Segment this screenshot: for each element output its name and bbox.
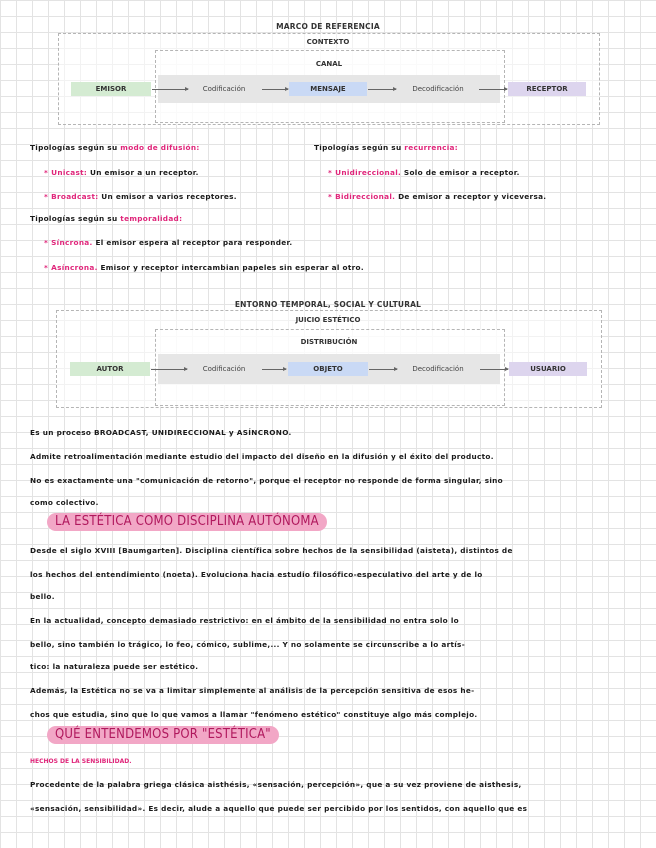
typology-title-text: Tipologías según su — [314, 143, 402, 152]
paragraph-line: chos que estudia, sino que lo que vamos a llamar "fenómeno estético" constituye algo más complejo. — [30, 710, 478, 719]
paragraph-line: bello. — [30, 592, 55, 601]
typology-text: De emisor a receptor y viceversa. — [398, 192, 547, 201]
typology-term: Unicast: — [51, 168, 88, 177]
typology-term: Síncrona. — [51, 238, 93, 247]
typology-text: Emisor y receptor intercambian papeles sin esperar al otro. — [100, 263, 364, 272]
node-mensaje: MENSAJE — [289, 82, 367, 96]
channel-label: DISTRIBUCIÓN — [300, 338, 358, 346]
context-label: CONTEXTO — [306, 38, 350, 46]
paragraph-line: Procedente de la palabra griega clásica aisthésis, «sensación, percepción», que a su vez proviene de aisthesis, — [30, 780, 522, 789]
typology-item: * Síncrona. El emisor espera al receptor para responder. — [44, 238, 293, 247]
node-objeto: OBJETO — [288, 362, 368, 376]
diagram1-title: MARCO DE REFERENCIA — [276, 22, 380, 31]
typology-text: Solo de emisor a receptor. — [403, 168, 520, 177]
arrow — [151, 369, 187, 370]
arrow — [369, 369, 397, 370]
node-receptor: RECEPTOR — [508, 82, 586, 96]
context-label: JUICIO ESTÉTICO — [295, 316, 361, 324]
arrow — [368, 89, 396, 90]
arrow — [479, 89, 507, 90]
typology-item: * Asíncrona. Emisor y receptor intercambian papeles sin esperar al otro. — [44, 263, 364, 272]
paragraph-line: bello, sino también lo trágico, lo feo, cómico, sublime,... Y no solamente se circunscribe a lo artís- — [30, 640, 466, 649]
paragraph-line: No es exactamente una "comunicación de retorno", porque el receptor no responde de forma singular, sino — [30, 476, 503, 485]
typology-recurrence-title — [314, 143, 458, 152]
arrow — [480, 369, 508, 370]
typology-item: * Unicast: Un emisor a un receptor. — [44, 168, 199, 177]
typology-temporality-title — [30, 214, 182, 223]
typology-term: Asíncrona. — [51, 263, 98, 272]
arrow — [262, 89, 288, 90]
typology-item: * Bidireccional. De emisor a receptor y viceversa. — [328, 192, 547, 201]
arrow — [262, 369, 286, 370]
typology-title-text: Tipologías según su — [30, 214, 118, 223]
typology-title-highlight: temporalidad: — [120, 214, 183, 223]
typology-title-highlight: modo de difusión: — [120, 143, 200, 152]
node-codificacion: Codificación — [202, 365, 246, 373]
typology-text: Un emisor a un receptor. — [90, 168, 199, 177]
paragraph-line: Es un proceso BROADCAST, UNIDIRECCIONAL y ASÍNCRONO. — [30, 428, 292, 437]
node-decodificacion: Decodificación — [412, 365, 464, 373]
paragraph-line: En la actualidad, concepto demasiado restrictivo: en el ámbito de la sensibilidad no entra solo lo — [30, 616, 459, 625]
subheading: HECHOS DE LA SENSIBILIDAD. — [30, 758, 132, 765]
typology-title-text: Tipologías según su — [30, 143, 118, 152]
paragraph-line: Admite retroalimentación mediante estudio del impacto del diseño en la difusión y el éxito del producto. — [30, 452, 494, 461]
node-emisor: EMISOR — [71, 82, 151, 96]
typology-term: Bidireccional. — [335, 192, 396, 201]
node-decodificacion: Decodificación — [412, 85, 464, 93]
node-codificacion: Codificación — [202, 85, 246, 93]
typology-diffusion-title — [30, 143, 200, 152]
paragraph-line: Además, la Estética no se va a limitar simplemente al análisis de la percepción sensitiva de esos he- — [30, 686, 475, 695]
typology-text: El emisor espera al receptor para responder. — [95, 238, 293, 247]
paragraph-line: los hechos del entendimiento (noeta). Evoluciona hacia estudio filosófico-especulativo del arte y de lo — [30, 570, 483, 579]
section-heading: QUÉ ENTENDEMOS POR "ESTÉTICA" — [47, 726, 279, 744]
paragraph-line: «sensación, sensibilidad». Es decir, alude a aquello que puede ser percibido por los sentidos, con aquello que es — [30, 804, 528, 813]
typology-term: Broadcast: — [51, 192, 99, 201]
paragraph-line: como colectivo. — [30, 498, 99, 507]
typology-item: * Unidireccional. Solo de emisor a receptor. — [328, 168, 520, 177]
typology-term: Unidireccional. — [335, 168, 402, 177]
channel-label: CANAL — [315, 60, 343, 68]
diagram2-title: ENTORNO TEMPORAL, SOCIAL Y CULTURAL — [234, 300, 422, 309]
paragraph-line: tico: la naturaleza puede ser estético. — [30, 662, 199, 671]
typology-item: * Broadcast: Un emisor a varios receptores. — [44, 192, 237, 201]
section-heading: LA ESTÉTICA COMO DISCIPLINA AUTÓNOMA — [47, 513, 327, 531]
typology-title-highlight: recurrencia: — [404, 143, 458, 152]
paragraph-line: Desde el siglo XVIII [Baumgarten]. Disciplina científica sobre hechos de la sensibilidad (aisteta), distintos de — [30, 546, 513, 555]
node-usuario: USUARIO — [509, 362, 587, 376]
arrow — [152, 89, 188, 90]
node-autor: AUTOR — [70, 362, 150, 376]
typology-text: Un emisor a varios receptores. — [101, 192, 237, 201]
